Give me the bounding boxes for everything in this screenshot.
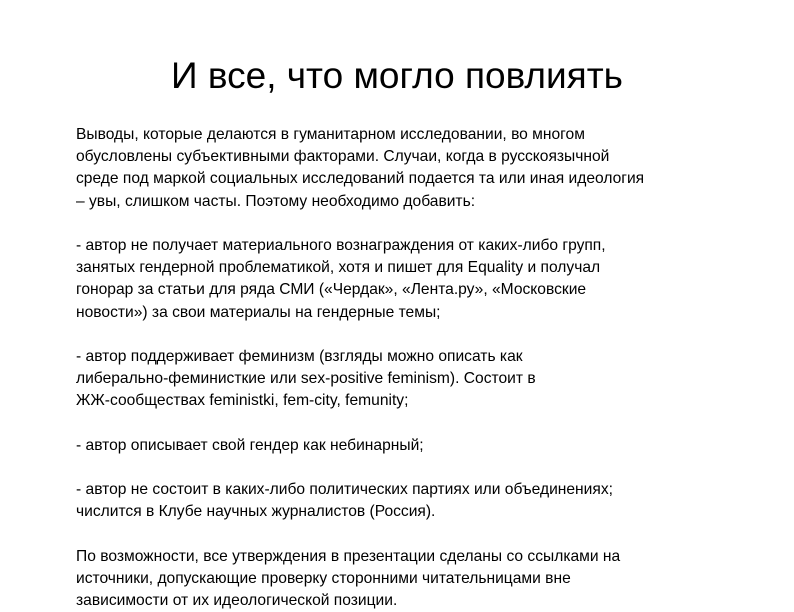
- text-line: гонорар за статьи для ряда СМИ («Чердак», «Лента.ру», «Московские: [76, 281, 587, 299]
- paragraph-gender: [76, 435, 736, 457]
- text-line: ЖЖ-сообществах feministki, fem-city, femunity;: [76, 392, 409, 410]
- text-line: новости») за свои материалы на гендерные темы;: [76, 303, 441, 321]
- text-line: среде под маркой социальных исследований подается та или иная идеология: [76, 170, 645, 188]
- paragraph-politics: [76, 479, 736, 523]
- text-line: – увы, слишком часты. Поэтому необходимо добавить:: [76, 192, 476, 210]
- text-line: По возможности, все утверждения в презентации сделаны со ссылками на: [76, 547, 621, 565]
- text-line: - автор не состоит в каких-либо политических партиях или объединениях;: [76, 481, 613, 499]
- paragraph-sources: [76, 546, 736, 612]
- text-line: - автор поддерживает феминизм (взгляды можно описать как: [76, 348, 523, 365]
- text-line: источники, допускающие проверку сторонними читательницами вне: [76, 569, 571, 587]
- text-line: либерально-феминисткие или sex-positive feminism). Состоит в: [76, 370, 536, 388]
- text-line: зависимости от их идеологической позиции.: [76, 592, 398, 610]
- paragraph-funding: [76, 235, 736, 324]
- text-line: числится в Клубе научных журналистов (Россия).: [76, 503, 436, 521]
- paragraph-feminism: [76, 346, 736, 413]
- text-line: - автор описывает свой гендер как небинарный;: [76, 436, 424, 454]
- text-line: - автор не получает материального вознаграждения от каких-либо групп,: [76, 237, 606, 254]
- slide-body: [76, 124, 736, 612]
- text-line: обусловлены субъективными факторами. Случаи, когда в русскоязычной: [76, 148, 610, 166]
- paragraph-intro: [76, 124, 736, 213]
- text-line: занятых гендерной проблематикой, хотя и пишет для Equality и получал: [76, 259, 601, 277]
- slide-title: И все, что могло повлиять: [171, 55, 623, 96]
- text-line: Выводы, которые делаются в гуманитарном исследовании, во многом: [76, 126, 585, 143]
